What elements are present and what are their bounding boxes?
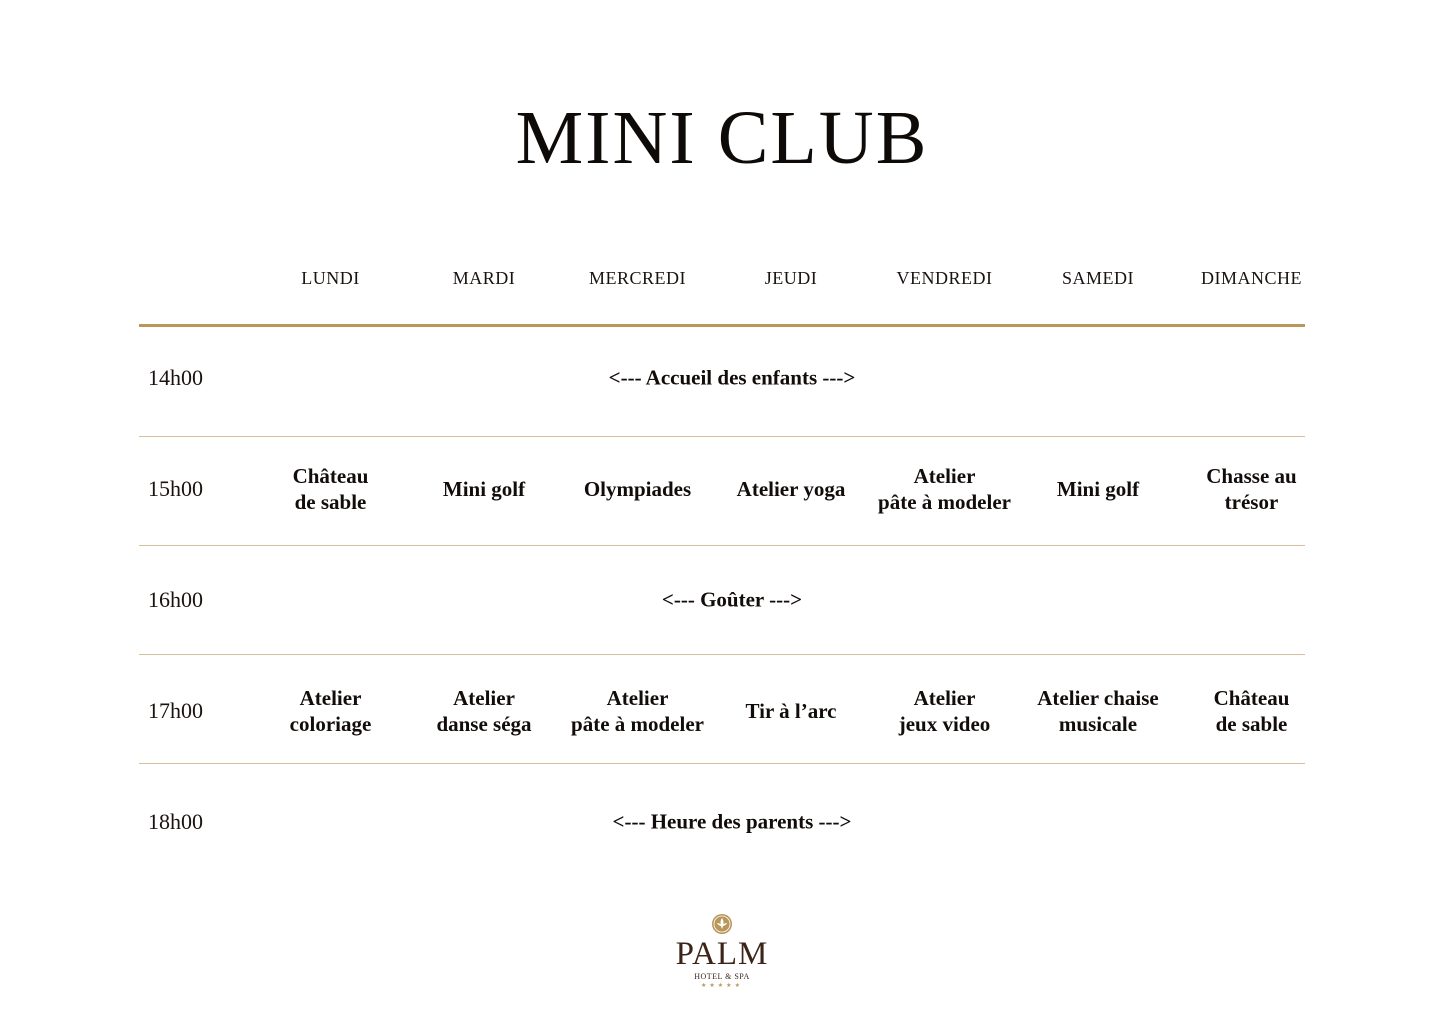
time-label: 14h00 [148, 365, 203, 390]
activity-cell [561, 476, 714, 502]
activity-cell [1022, 476, 1175, 502]
day-header-5: SAMEDI [1061, 268, 1134, 288]
logo-wordmark: PALM [675, 936, 769, 972]
logo-stars: ★★★★★ [701, 983, 743, 989]
activity-cell [1175, 685, 1328, 737]
activity-line: pâte à modeler [878, 490, 1011, 514]
day-header-0: LUNDI [301, 268, 360, 288]
activity-line: pâte à modeler [571, 712, 704, 736]
activity-line: Olympiades [583, 477, 692, 501]
hotel-logo [672, 912, 772, 989]
header-divider [139, 324, 1305, 327]
logo-subtitle: HOTEL & SPA [694, 972, 750, 981]
activity-line: Atelier [913, 686, 976, 710]
activity-line: Atelier [606, 686, 669, 710]
activity-line: jeux video [898, 712, 991, 736]
activity-cell [715, 698, 868, 724]
activity-cell [561, 685, 714, 737]
activity-line: Atelier [913, 464, 976, 488]
activity-line: Atelier chaise [1037, 686, 1159, 710]
time-label: 17h00 [148, 698, 203, 723]
activity-line: Chasse au [1206, 464, 1297, 488]
activity-line: Atelier [453, 686, 515, 710]
activity-cell [408, 476, 561, 502]
activity-line: Mini golf [442, 477, 526, 501]
activity-line: Tir à l’arc [745, 699, 837, 723]
spanning-activity: <--- Goûter ---> [661, 587, 803, 612]
activity-cell [254, 685, 407, 737]
activity-schedule [139, 0, 1305, 1020]
activity-cell [868, 685, 1021, 737]
palm-emblem-icon [710, 912, 734, 936]
row-divider [139, 545, 1305, 546]
activity-line: musicale [1058, 712, 1138, 736]
activity-line: Château [1213, 686, 1290, 710]
activity-line: Château [292, 464, 369, 488]
activity-cell [715, 476, 868, 502]
activity-line: Atelier [299, 686, 362, 710]
day-header-3: JEUDI [764, 268, 818, 288]
activity-cell [254, 463, 407, 515]
activity-line: Atelier yoga [736, 477, 846, 501]
activity-cell [1022, 685, 1175, 737]
activity-line: de sable [1215, 712, 1288, 736]
row-divider [139, 654, 1305, 655]
spanning-activity: <--- Heure des parents ---> [612, 809, 852, 834]
activity-cell [408, 685, 561, 737]
time-label: 18h00 [148, 809, 203, 834]
page-title: MINI CLUB [515, 96, 929, 180]
day-header-2: MERCREDI [588, 268, 686, 288]
day-header-6: DIMANCHE [1201, 268, 1302, 288]
day-header-1: MARDI [452, 268, 516, 288]
activity-line: trésor [1224, 490, 1279, 514]
time-label: 16h00 [148, 587, 203, 612]
time-label: 15h00 [148, 476, 203, 501]
activity-line: Mini golf [1056, 477, 1140, 501]
activity-cell [868, 463, 1021, 515]
row-divider [139, 763, 1305, 764]
activity-line: de sable [294, 490, 367, 514]
activity-line: danse séga [436, 712, 532, 736]
activity-cell [1175, 463, 1328, 515]
row-divider [139, 436, 1305, 437]
spanning-activity: <--- Accueil des enfants ---> [608, 365, 856, 390]
day-header-4: VENDREDI [896, 268, 993, 288]
activity-line: coloriage [289, 712, 372, 736]
